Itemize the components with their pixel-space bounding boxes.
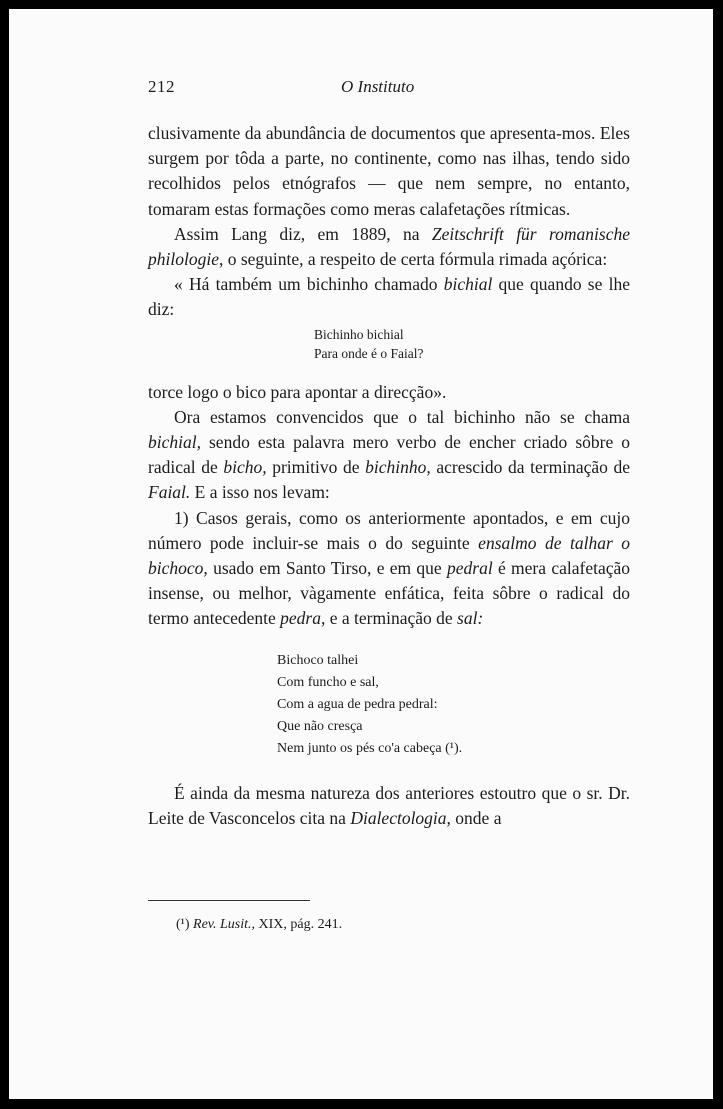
footnote-reference: Rev. Lusit., — [193, 917, 255, 932]
paragraph-7-text-b: onde a — [450, 807, 502, 828]
term-sal: sal: — [457, 608, 484, 629]
book-page — [9, 9, 713, 1099]
paragraph-6-text-a: 1) Casos gerais, como os anteriormente apontados, e em cujo número pode incluir-se mais o do seguinte — [148, 507, 630, 553]
term-dialectologia: Dialectologia, — [350, 807, 451, 828]
page-header — [148, 77, 628, 101]
footnote-text: XIX, pág. 241. — [255, 917, 343, 932]
paragraph-7-text-a: É ainda da mesma natureza dos anteriores estoutro que o sr. Dr. Leite de Vasconcelos cita na — [148, 782, 630, 828]
verse-line: Com a agua de pedra pedral: — [277, 697, 438, 713]
term-ensalmo: ensalmo de talhar o bichoco, — [148, 532, 630, 579]
verse-line: Para onde é o Faial? — [314, 346, 424, 362]
paragraph-5-text-a: Ora estamos convencidos que o tal bichinho não se chama — [174, 406, 630, 427]
term-bichial: bichial — [443, 274, 493, 295]
term-bichinho: bichinho, — [365, 457, 431, 478]
verse-block-2 — [277, 650, 630, 761]
paragraph-5-text-d: acrescido da terminação de — [430, 457, 630, 478]
paragraph-6-text-b: usado em Santo Tirso, e em que — [207, 558, 447, 579]
paragraph-7 — [148, 781, 630, 831]
verse-line: Bichinho bichial — [314, 326, 404, 342]
paragraph-3 — [148, 272, 630, 322]
paragraph-2-text-b: , o seguinte, a respeito de certa fórmula rimada açórica: — [218, 249, 608, 270]
paragraph-5 — [148, 405, 630, 506]
running-title: O Instituto — [341, 77, 415, 96]
paragraph-5-text-e: E a isso nos levam: — [190, 482, 330, 503]
paragraph-4-text: torce logo o bico para apontar a direcção». — [148, 381, 447, 402]
verse-line: Nem junto os pés co'a cabeça (¹). — [277, 741, 463, 757]
paragraph-1 — [148, 121, 630, 222]
journal-title: Zeitschrift für romanische philologie — [148, 223, 630, 270]
verse-line: Com funcho e sal, — [277, 674, 379, 690]
footnote-marker: (¹) — [176, 917, 190, 932]
paragraph-6 — [148, 506, 630, 632]
term-faial: Faial. — [148, 482, 191, 503]
footnote — [176, 917, 342, 933]
verse-line: Que não cresça — [277, 719, 363, 735]
paragraph-4 — [148, 380, 630, 405]
paragraph-5-text-c: primitivo de — [266, 457, 366, 478]
paragraph-5-text-b: sendo esta palavra mero verbo de encher criado sôbre o radical de — [148, 432, 630, 478]
term-pedral: pedral — [447, 558, 493, 579]
paragraph-3-text-b: que quando se lhe diz: — [148, 274, 630, 320]
term-bichial-2: bichial, — [148, 432, 201, 453]
term-pedra: pedra, — [280, 608, 326, 629]
paragraph-2 — [148, 222, 630, 272]
paragraph-1-text: clusivamente da abundância de documentos que apresenta-mos. Eles surgem por tôda a parte, no continente, como nas ilhas, tendo sido recolhidos pelos etnógrafos — que nem sempre, no entanto, tomaram estas formações como meras calafetações rítmicas. — [148, 123, 630, 219]
paragraph-2-text-a: Assim Lang diz, em 1889, na — [174, 223, 432, 244]
term-bicho: bicho, — [223, 457, 267, 478]
paragraph-3-text-a: « Há também um bichinho chamado — [174, 274, 444, 295]
footnote-rule — [148, 900, 310, 901]
body-text — [148, 121, 630, 831]
page-number: 212 — [148, 77, 175, 96]
paragraph-6-text-c: é mera calafetação insense, ou melhor, vàgamente enfática, feita sôbre o radical do termo antecedente — [148, 558, 630, 629]
paragraph-6-text-d: e a terminação de — [325, 608, 458, 629]
verse-line: Bichoco talhei — [277, 652, 359, 668]
verse-block-1 — [314, 325, 630, 364]
